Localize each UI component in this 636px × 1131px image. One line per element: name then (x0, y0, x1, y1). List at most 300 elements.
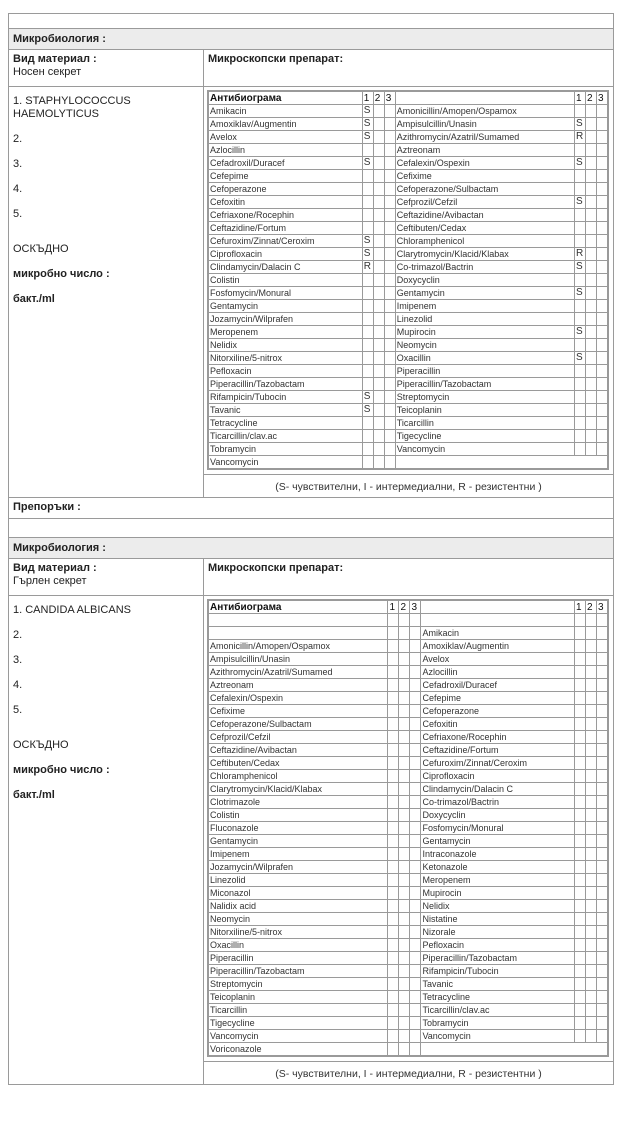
antibiotic-name (208, 627, 388, 640)
susceptibility-value (373, 118, 384, 131)
susceptibility-value (388, 926, 399, 939)
antibiotic-name: Ceftazidine/Fortum (208, 222, 362, 235)
susceptibility-value (597, 614, 609, 627)
susceptibility-value (399, 848, 410, 861)
susceptibility-value (586, 640, 597, 653)
susceptibility-value (384, 417, 395, 430)
susceptibility-value (373, 417, 384, 430)
table-row (208, 456, 608, 470)
susceptibility-value (586, 222, 597, 235)
antibiotic-name: Nalidix acid (208, 900, 388, 913)
susceptibility-value (586, 887, 597, 900)
table-row (208, 404, 608, 417)
susceptibility-value (384, 261, 395, 274)
antibiotic-name: Linezolid (395, 313, 574, 326)
antibiotic-name: Amonicillin/Amopen/Ospamox (395, 105, 574, 118)
column-header-isolate: 3 (384, 91, 395, 105)
susceptibility-value (362, 339, 373, 352)
susceptibility-value: S (362, 235, 373, 248)
susceptibility-value (597, 1030, 609, 1043)
susceptibility-value (388, 705, 399, 718)
table-row (208, 640, 608, 653)
susceptibility-value (586, 287, 597, 300)
susceptibility-value (410, 887, 421, 900)
table-row (208, 326, 608, 339)
susceptibility-value (597, 653, 609, 666)
table-row (208, 157, 608, 170)
susceptibility-value (388, 627, 399, 640)
table-row (208, 287, 608, 300)
antibiotic-name: Nitorxiline/5-nitrox (208, 352, 362, 365)
antibiotic-name: Azlocillin (208, 144, 362, 157)
organism-2: 2. (13, 133, 23, 145)
table-row (208, 248, 608, 261)
susceptibility-value (597, 1004, 609, 1017)
antibiotic-name: Clarytromycin/Klacid/Klabax (395, 248, 574, 261)
susceptibility-value (388, 796, 399, 809)
susceptibility-value (399, 861, 410, 874)
susceptibility-value (597, 170, 609, 183)
antibiotic-name: Pefloxacin (421, 939, 575, 952)
susceptibility-value (399, 653, 410, 666)
microscopy-label: Микроскопски препарат: (208, 53, 344, 65)
susceptibility-value (362, 443, 373, 456)
antibiotic-name: Ceftazidine/Fortum (421, 744, 575, 757)
susceptibility-value (410, 614, 421, 627)
column-header-isolate: 2 (373, 91, 384, 105)
antibiotic-name: Cefixime (395, 170, 574, 183)
material-cell (9, 50, 204, 86)
susceptibility-value (597, 326, 609, 339)
antibiotic-name: Aztreonam (395, 144, 574, 157)
susceptibility-value (373, 248, 384, 261)
organism-1: 1. STAPHYLOCOCCUS HAEMOLYTICUS (13, 95, 131, 120)
susceptibility-value (362, 378, 373, 391)
susceptibility-value (362, 326, 373, 339)
susceptibility-value (373, 365, 384, 378)
table-row (208, 209, 608, 222)
table-row (208, 614, 608, 627)
susceptibility-value (388, 770, 399, 783)
antibiotic-name: Jozamycin/Wilprafen (208, 313, 362, 326)
susceptibility-value (586, 183, 597, 196)
susceptibility-value (597, 313, 609, 326)
legend: (S- чувствителни, I - интермедиални, R - резистентни ) (204, 1061, 613, 1084)
susceptibility-value (373, 313, 384, 326)
susceptibility-value (384, 443, 395, 456)
column-header-antibiotic: Антибиограма (208, 600, 388, 614)
susceptibility-value (597, 718, 609, 731)
susceptibility-value: S (362, 131, 373, 144)
susceptibility-value (575, 313, 586, 326)
susceptibility-value (586, 144, 597, 157)
table-row (208, 196, 608, 209)
antibiotic-name: Aztreonam (208, 679, 388, 692)
susceptibility-value (373, 300, 384, 313)
antibiotic-name (421, 614, 575, 627)
antibiotic-name: Ampisulcillin/Unasin (208, 653, 388, 666)
susceptibility-value (388, 757, 399, 770)
column-header-isolate: 1 (362, 91, 373, 105)
table-row (208, 705, 608, 718)
antibiotic-name: Ticarcillin/clav.ac (208, 430, 362, 443)
susceptibility-value (410, 913, 421, 926)
antibiotic-name: Amoxiklav/Augmentin (208, 118, 362, 131)
susceptibility-value (373, 443, 384, 456)
susceptibility-value (410, 1043, 421, 1057)
susceptibility-value (399, 731, 410, 744)
susceptibility-value (384, 430, 395, 443)
susceptibility-value (575, 300, 586, 313)
antibiotic-name: Imipenem (208, 848, 388, 861)
table-row (208, 809, 608, 822)
susceptibility-value (384, 196, 395, 209)
table-row (208, 796, 608, 809)
antibiotic-name: Cefriaxone/Rocephin (208, 209, 362, 222)
antibiotic-name: Gentamycin (421, 835, 575, 848)
table-row (208, 783, 608, 796)
susceptibility-value (373, 261, 384, 274)
susceptibility-value (586, 157, 597, 170)
table-row (208, 417, 608, 430)
susceptibility-value (597, 209, 609, 222)
antibiotic-name: Azithromycin/Azatril/Sumamed (208, 666, 388, 679)
table-row (208, 352, 608, 365)
table-row (208, 131, 608, 144)
antibiotic-name: Chloramphenicol (208, 770, 388, 783)
susceptibility-value (575, 430, 586, 443)
susceptibility-value (410, 835, 421, 848)
susceptibility-value (575, 770, 586, 783)
susceptibility-value (586, 835, 597, 848)
susceptibility-value: R (575, 131, 586, 144)
antibiotic-name: Neomycin (208, 913, 388, 926)
antibiotic-name: Cefoperazone/Sulbactam (208, 718, 388, 731)
table-row (208, 653, 608, 666)
susceptibility-value (362, 144, 373, 157)
susceptibility-value (388, 835, 399, 848)
susceptibility-value (399, 692, 410, 705)
susceptibility-value (586, 718, 597, 731)
susceptibility-value (597, 796, 609, 809)
susceptibility-value (597, 783, 609, 796)
susceptibility-value (597, 770, 609, 783)
susceptibility-value (597, 443, 609, 456)
susceptibility-value (597, 731, 609, 744)
organism-list (9, 596, 204, 1084)
column-header-isolate: 2 (586, 600, 597, 614)
table-row (208, 731, 608, 744)
antibiotic-name: Amikacin (208, 105, 362, 118)
susceptibility-value (586, 744, 597, 757)
table-row (208, 118, 608, 131)
susceptibility-value (384, 391, 395, 404)
antibiotic-name: Tigecycline (208, 1017, 388, 1030)
susceptibility-value (410, 926, 421, 939)
susceptibility-value (373, 183, 384, 196)
antibiotic-name: Vancomycin (208, 456, 362, 470)
susceptibility-value (575, 887, 586, 900)
susceptibility-value (410, 952, 421, 965)
susceptibility-value (575, 926, 586, 939)
table-header-row (208, 91, 608, 105)
susceptibility-value (373, 235, 384, 248)
antibiotic-name: Cefadroxil/Duracef (208, 157, 362, 170)
susceptibility-value (410, 848, 421, 861)
antibiotic-name: Vancomycin (421, 1030, 575, 1043)
susceptibility-value (410, 731, 421, 744)
susceptibility-value (384, 118, 395, 131)
susceptibility-value (575, 666, 586, 679)
susceptibility-value (399, 978, 410, 991)
table-row (208, 861, 608, 874)
susceptibility-value (384, 248, 395, 261)
empty-cell (395, 456, 608, 470)
antibiotic-name: Cefuroxim/Zinnat/Ceroxim (208, 235, 362, 248)
table-row (208, 1017, 608, 1030)
susceptibility-value (399, 744, 410, 757)
antibiotic-name: Ceftazidine/Avibactan (208, 744, 388, 757)
antibiotic-name: Gentamycin (208, 300, 362, 313)
susceptibility-value (586, 861, 597, 874)
antibiotic-name: Amikacin (421, 627, 575, 640)
susceptibility-value (384, 300, 395, 313)
susceptibility-value (362, 430, 373, 443)
antibiotic-name: Ceftazidine/Avibactan (395, 209, 574, 222)
susceptibility-value (586, 757, 597, 770)
material-label: Вид материал : (13, 53, 97, 65)
susceptibility-value (575, 783, 586, 796)
antibiotic-name: Tigecycline (395, 430, 574, 443)
susceptibility-value: S (575, 118, 586, 131)
table-row (208, 365, 608, 378)
susceptibility-value (586, 352, 597, 365)
susceptibility-value (410, 822, 421, 835)
susceptibility-value (597, 913, 609, 926)
susceptibility-value (586, 235, 597, 248)
susceptibility-value (597, 952, 609, 965)
antibiotic-name: Piperacillin/Tazobactam (395, 378, 574, 391)
susceptibility-value (388, 614, 399, 627)
material-row (9, 50, 613, 87)
susceptibility-value (575, 952, 586, 965)
susceptibility-value (410, 1004, 421, 1017)
antibiotic-name: Cefriaxone/Rocephin (421, 731, 575, 744)
susceptibility-value (388, 783, 399, 796)
susceptibility-value (597, 822, 609, 835)
susceptibility-value (575, 640, 586, 653)
susceptibility-value (597, 874, 609, 887)
antibiotic-name: Cefepime (208, 170, 362, 183)
susceptibility-value (410, 627, 421, 640)
susceptibility-value (388, 939, 399, 952)
antibiotic-name: Tetracycline (208, 417, 362, 430)
susceptibility-value (373, 430, 384, 443)
susceptibility-value (373, 456, 384, 470)
susceptibility-value (384, 352, 395, 365)
section-header: Микробиология : (9, 538, 613, 559)
susceptibility-value (597, 261, 609, 274)
section-spacer (9, 519, 613, 538)
susceptibility-value (597, 887, 609, 900)
susceptibility-value (586, 783, 597, 796)
antibiotic-name: Ceftibuten/Cedax (208, 757, 388, 770)
antibiotic-name: Nitorxiline/5-nitrox (208, 926, 388, 939)
table-row (208, 887, 608, 900)
susceptibility-value (410, 874, 421, 887)
susceptibility-value (575, 913, 586, 926)
susceptibility-value (388, 874, 399, 887)
susceptibility-value (388, 978, 399, 991)
susceptibility-value (384, 157, 395, 170)
susceptibility-value (373, 196, 384, 209)
susceptibility-value (410, 809, 421, 822)
antibiotic-name: Tavanic (208, 404, 362, 417)
susceptibility-value (575, 378, 586, 391)
susceptibility-value (399, 965, 410, 978)
susceptibility-value (597, 404, 609, 417)
organism-4: 4. (13, 679, 23, 691)
susceptibility-value (586, 274, 597, 287)
table-row (208, 1030, 608, 1043)
antibiotic-name: Mupirocin (395, 326, 574, 339)
antibiotic-name: Mupirocin (421, 887, 575, 900)
susceptibility-value (586, 248, 597, 261)
susceptibility-value (399, 835, 410, 848)
susceptibility-value (410, 679, 421, 692)
table-row (208, 978, 608, 991)
table-row (208, 261, 608, 274)
susceptibility-value (399, 913, 410, 926)
susceptibility-value (388, 1030, 399, 1043)
susceptibility-value (410, 770, 421, 783)
antibiotic-name: Cefadroxil/Duracef (421, 679, 575, 692)
susceptibility-value: S (575, 352, 586, 365)
antibiotic-name: Cefoperazone (208, 183, 362, 196)
organism-3: 3. (13, 654, 23, 666)
susceptibility-value (597, 144, 609, 157)
susceptibility-value (410, 1030, 421, 1043)
table-row (208, 391, 608, 404)
susceptibility-value (384, 222, 395, 235)
table-row (208, 692, 608, 705)
susceptibility-value (575, 105, 586, 118)
susceptibility-value (575, 274, 586, 287)
susceptibility-value (373, 209, 384, 222)
susceptibility-value (597, 365, 609, 378)
table-row (208, 835, 608, 848)
susceptibility-value (575, 1004, 586, 1017)
antibiotic-name: Rifampicin/Tubocin (208, 391, 362, 404)
susceptibility-value (575, 991, 586, 1004)
susceptibility-value (586, 666, 597, 679)
susceptibility-value (373, 352, 384, 365)
susceptibility-value (373, 339, 384, 352)
table-row (208, 926, 608, 939)
susceptibility-value (586, 965, 597, 978)
susceptibility-value (597, 861, 609, 874)
material-cell (9, 559, 204, 595)
antibiotic-name: Cefoxitin (421, 718, 575, 731)
antibiotic-name: Fosfomycin/Monural (208, 287, 362, 300)
susceptibility-value (410, 939, 421, 952)
column-header-isolate: 1 (575, 91, 586, 105)
antibiotic-name: Chloramphenicol (395, 235, 574, 248)
susceptibility-value (373, 287, 384, 300)
susceptibility-value (597, 692, 609, 705)
susceptibility-value (410, 1017, 421, 1030)
table-row (208, 770, 608, 783)
susceptibility-value (586, 196, 597, 209)
susceptibility-value (575, 744, 586, 757)
susceptibility-value (388, 1043, 399, 1057)
susceptibility-value (388, 848, 399, 861)
susceptibility-value (399, 926, 410, 939)
susceptibility-value (586, 978, 597, 991)
susceptibility-value (575, 391, 586, 404)
table-row (208, 952, 608, 965)
susceptibility-value (388, 666, 399, 679)
column-header-antibiotic (421, 600, 575, 614)
susceptibility-value (575, 861, 586, 874)
susceptibility-value (575, 1017, 586, 1030)
antibiotic-name: Streptomycin (208, 978, 388, 991)
susceptibility-value (410, 978, 421, 991)
antibiotic-name: Tobramycin (208, 443, 362, 456)
susceptibility-value: S (575, 261, 586, 274)
antibiotic-name: Cefixime (208, 705, 388, 718)
susceptibility-value (586, 105, 597, 118)
susceptibility-value (575, 417, 586, 430)
susceptibility-value (597, 900, 609, 913)
susceptibility-value (410, 692, 421, 705)
organism-2: 2. (13, 629, 23, 641)
material-label: Вид материал : (13, 562, 97, 574)
susceptibility-value (399, 666, 410, 679)
organism-3: 3. (13, 158, 23, 170)
table-row (208, 443, 608, 456)
antibiotic-name: Gentamycin (208, 835, 388, 848)
susceptibility-value (410, 783, 421, 796)
susceptibility-value: S (575, 287, 586, 300)
susceptibility-value (575, 796, 586, 809)
table-row (208, 183, 608, 196)
susceptibility-value (410, 757, 421, 770)
top-spacer (9, 14, 613, 29)
susceptibility-value (373, 274, 384, 287)
organism-5: 5. (13, 208, 23, 220)
susceptibility-value (597, 105, 609, 118)
table-row (208, 991, 608, 1004)
table-row (208, 900, 608, 913)
antibiotic-name: Nelidix (421, 900, 575, 913)
susceptibility-value (586, 209, 597, 222)
susceptibility-value (388, 861, 399, 874)
antibiotic-name: Amonicillin/Amopen/Ospamox (208, 640, 388, 653)
susceptibility-value (410, 796, 421, 809)
antibiotic-name: Avelox (208, 131, 362, 144)
antibiotic-name: Voriconazole (208, 1043, 388, 1057)
susceptibility-value (575, 822, 586, 835)
susceptibility-value (410, 705, 421, 718)
susceptibility-value (586, 417, 597, 430)
table-row (208, 913, 608, 926)
susceptibility-value (362, 456, 373, 470)
table-row (208, 274, 608, 287)
susceptibility-value (399, 783, 410, 796)
susceptibility-value (575, 653, 586, 666)
antibiotic-name: Clotrimazole (208, 796, 388, 809)
